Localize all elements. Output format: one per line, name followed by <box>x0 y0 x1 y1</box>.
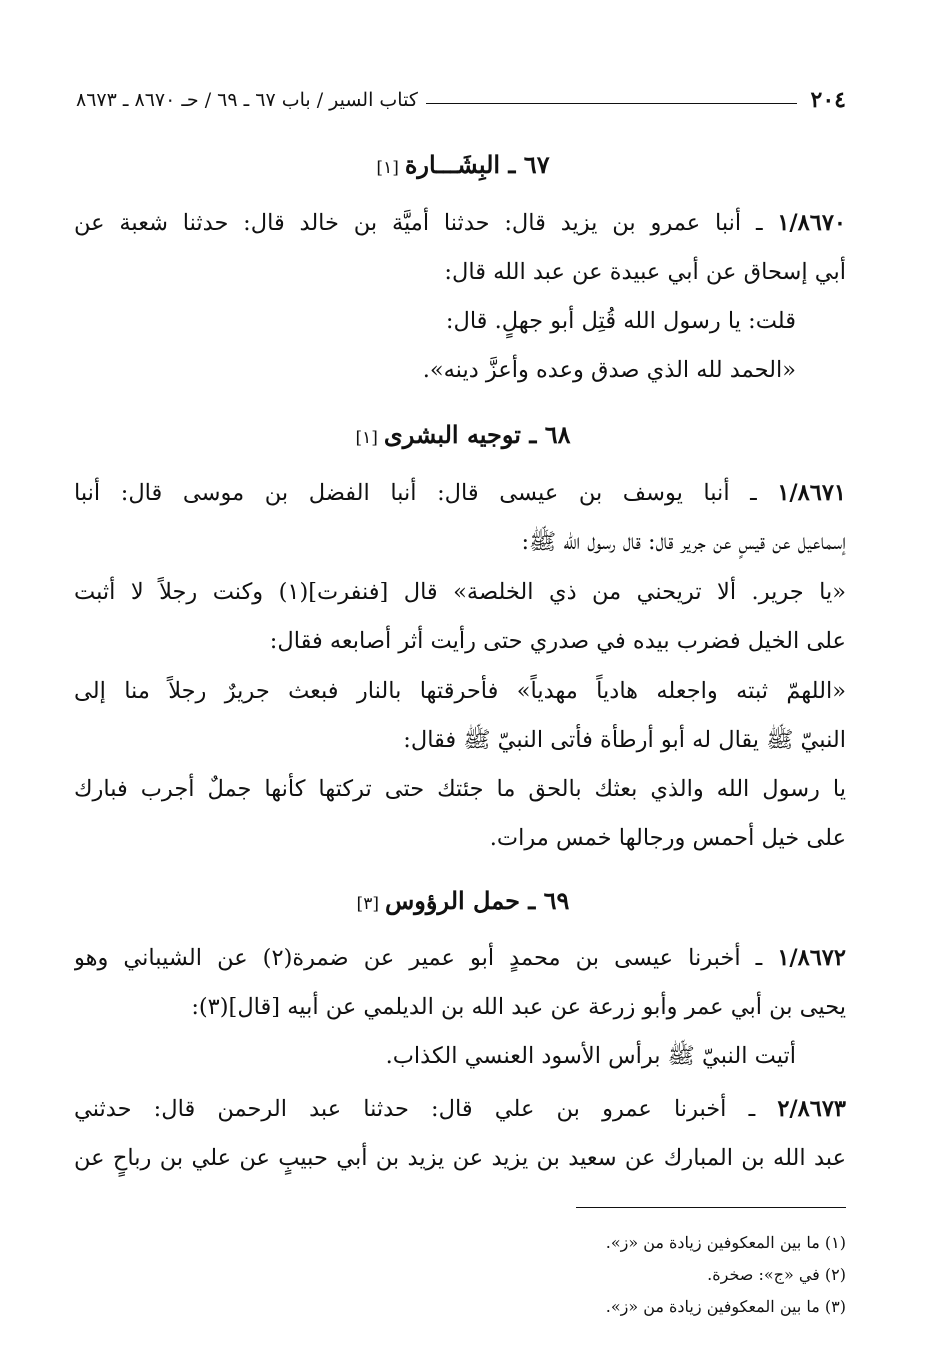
section-title-text: ٦٩ ـ حمل الرؤوس <box>384 886 570 915</box>
running-title: كتاب السير / باب ٦٧ ـ ٦٩ / حـ ٨٦٧٠ ـ ٨٦٧٣ <box>76 89 418 111</box>
section-ref: [٣] <box>356 894 379 914</box>
hadith-line: على خيل أحمس ورجالها خمس مرات. <box>489 825 846 851</box>
footnote: (٣) ما بين المعكوفين زيادة من «ز». <box>605 1297 846 1316</box>
hadith-line: يا رسول الله والذي بعثك بالحق ما جئتك حتى تركتها كأنها جملٌ أجرب فبارك <box>74 776 846 802</box>
hadith-line: قلت: يا رسول الله قُتِل أبو جهلٍ. قال: <box>445 308 796 334</box>
section-title-68 <box>0 420 926 449</box>
hadith-line: عبد الله بن المبارك عن سعيد بن يزيد عن يزيد بن أبي حبيبٍ عن علي بن رباحٍ عن <box>74 1145 846 1171</box>
section-title-67 <box>0 150 926 179</box>
running-header <box>76 82 846 118</box>
header-rule <box>426 103 797 104</box>
hadith-line: أتيت النبيّ ﷺ برأس الأسود العنسي الكذاب. <box>385 1043 796 1069</box>
section-ref: [١] <box>355 428 378 448</box>
hadith-number: ١/٨٦٧٠ <box>777 210 846 236</box>
footnote: (١) ما بين المعكوفين زيادة من «ز». <box>605 1233 846 1252</box>
hadith-line: يحيى بن أبي عمر وأبو زرعة عن عبد الله بن الديلمي عن أبيه [قال](٣): <box>191 994 846 1020</box>
footnote: (٢) في «ج»: صخرة. <box>707 1265 846 1284</box>
hadith-line <box>74 1089 846 1129</box>
hadith-line: النبيّ ﷺ يقال له أبو أرطأة فأتى النبيّ ﷺ فقال: <box>403 727 846 753</box>
hadith-line: «اللهمّ ثبته واجعله هادياً مهدياً» فأحرقتها بالنار فبعث جريرٌ رجلاً منا إلى <box>74 678 846 704</box>
hadith-line: على الخيل فضرب بيده في صدري حتى رأيت أثر أصابعه فقال: <box>269 628 846 654</box>
hadith-number: ١/٨٦٧٢ <box>777 945 846 971</box>
hadith-number: ٢/٨٦٧٣ <box>777 1096 846 1122</box>
page-number: ٢٠٤ <box>810 87 846 113</box>
footnote-rule <box>576 1207 846 1208</box>
hadith-line: «الحمد لله الذي صدق وعده وأعزَّ دينه». <box>422 357 796 383</box>
section-title-text: ٦٧ ـ البِشَـــارة <box>404 150 550 179</box>
hadith-line: «يا جرير. ألا تريحني من ذي الخلصة» قال [فنفرت](١) وكنت رجلاً لا أثبت <box>74 579 846 605</box>
hadith-text: ـ أنبا يوسف بن عيسى قال: أنبا الفضل بن موسى قال: أنبا <box>74 480 778 506</box>
hadith-line <box>74 473 846 513</box>
section-title-text: ٦٨ ـ توجيه البشرى <box>383 420 571 449</box>
section-ref: [١] <box>376 158 399 178</box>
hadith-line <box>74 203 846 243</box>
hadith-text: ـ أنبا عمرو بن يزيد قال: حدثنا أميَّة بن خالد قال: حدثنا شعبة عن <box>74 210 778 236</box>
hadith-text: ـ أخبرنا عيسى بن محمدٍ أبو عمير عن ضمرة(٢) عن الشيباني وهو <box>74 945 778 971</box>
hadith-line <box>74 938 846 978</box>
hadith-line: أبي إسحاق عن أبي عبيدة عن عبد الله قال: <box>444 259 846 285</box>
hadith-line: إسماعيل عن قيسٍ عن جرير قال: قال رسول الله ﷺ: <box>521 529 846 555</box>
hadith-number: ١/٨٦٧١ <box>777 480 846 506</box>
hadith-text: ـ أخبرنا عمرو بن علي قال: حدثنا عبد الرحمن قال: حدثني <box>74 1096 778 1122</box>
section-title-69 <box>0 886 926 915</box>
